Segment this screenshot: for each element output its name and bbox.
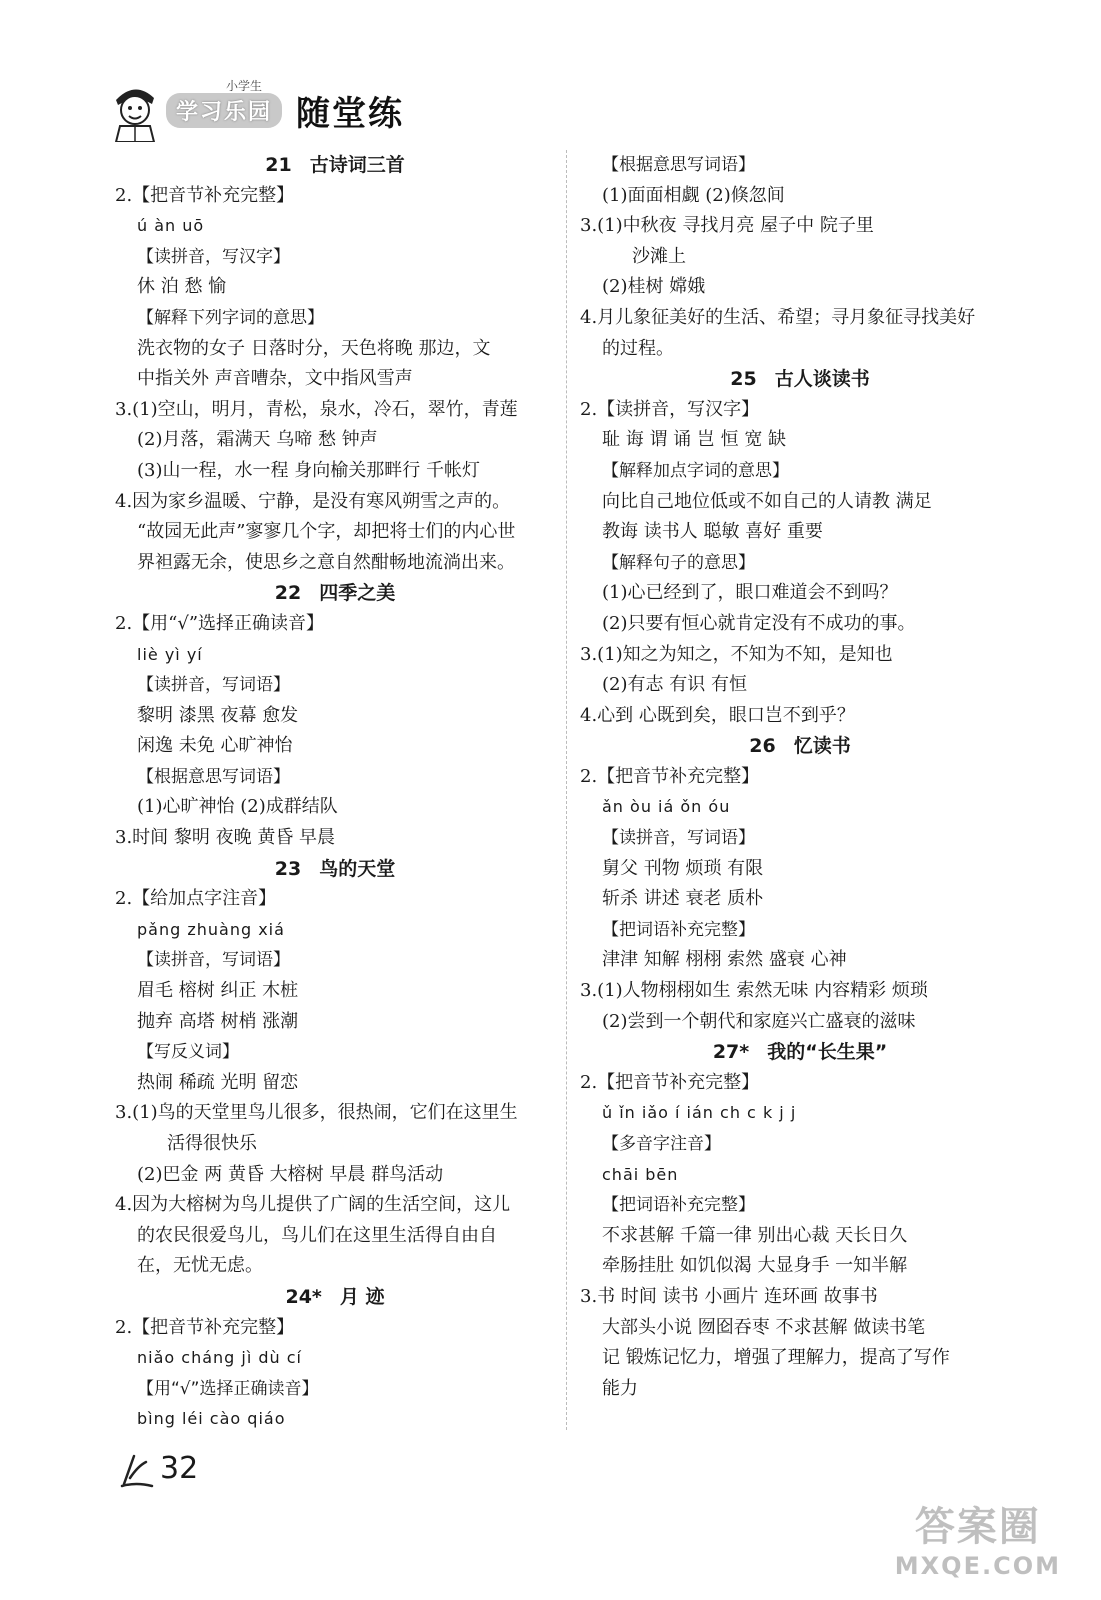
pinyin-answer: bìng léi cào qiáo (137, 1409, 286, 1429)
lesson-title (115, 578, 555, 609)
question-line: 2.【读拼音，写汉字】 (580, 398, 760, 420)
question-line: 2.【用“√”选择正确读音】 (115, 612, 325, 634)
exercise-heading: 【解释下列字词的意思】 (137, 307, 324, 328)
exercise-heading: 【多音字注音】 (602, 1134, 721, 1154)
answer-line: 耻 诲 谓 诵 岂 恒 宽 缺 (602, 429, 787, 451)
question-line: 3.(1)人物栩栩如生 索然无味 内容精彩 烦琐 (580, 980, 928, 1002)
exercise-heading: 【解释句子的意思】 (602, 552, 755, 573)
answer-column-left (115, 150, 555, 1435)
answer-continuation: 活得很快乐 (167, 1133, 257, 1154)
lesson-number: 21 (265, 154, 292, 176)
page-header (108, 78, 404, 142)
exercise-heading: 【根据意思写词语】 (602, 155, 755, 175)
question-line: 3.书 时间 读书 小画片 连环画 故事书 (580, 1285, 878, 1307)
answer-line: 津津 知解 栩栩 索然 盛衰 心神 (602, 949, 847, 971)
answer-line: 热闹 稀疏 光明 留恋 (137, 1071, 299, 1093)
question-line: 4.因为家乡温暖、宁静，是没有寒风朔雪之声的。 (115, 490, 511, 512)
answer-continuation: 的过程。 (602, 337, 674, 359)
pinyin-answer: liè yì yí (137, 644, 203, 664)
answer-line: 闲逸 未免 心旷神怡 (137, 735, 293, 757)
answer-line: (2)尝到一个朝代和家庭兴亡盛衰的滋味 (602, 1010, 916, 1032)
question-line: 2.【给加点字注音】 (115, 888, 277, 910)
lesson-title (115, 1282, 555, 1313)
exercise-heading: 【把词语补充完整】 (602, 1195, 755, 1216)
question-line: 3.(1)中秋夜 寻找月亮 屋子中 院子里 (580, 215, 874, 237)
lesson-title (580, 364, 1020, 395)
answer-line: (2)巴金 两 黄昏 大榕树 早晨 群鸟活动 (137, 1163, 444, 1185)
question-line: 3.(1)鸟的天堂里鸟儿很多，很热闹，它们在这里生 (115, 1102, 518, 1124)
exercise-heading: 【读拼音，写词语】 (602, 828, 755, 849)
lesson-name: 月 迹 (339, 1285, 385, 1308)
answer-line: 抛弃 高塔 树梢 涨潮 (137, 1010, 299, 1032)
lesson-number: 26 (749, 735, 776, 758)
lesson-title (580, 1037, 1020, 1068)
lesson-name: 忆读书 (793, 735, 851, 758)
watermark-url: MXQE.COM (894, 1552, 1061, 1580)
answer-line: (3)山一程，水一程 身向榆关那畔行 千帐灯 (137, 459, 480, 481)
answer-line: 黎明 漆黑 夜幕 愈发 (137, 704, 299, 726)
pinyin-answer: niǎo cháng jì dù cí (137, 1348, 302, 1368)
question-line: 2.【把音节补充完整】 (580, 765, 760, 787)
exercise-heading: 【写反义词】 (137, 1042, 239, 1063)
lesson-name: 我的“长生果” (767, 1041, 888, 1064)
column-divider (566, 150, 567, 1430)
exercise-heading: 【读拼音，写词语】 (137, 950, 290, 971)
question-line: 4.因为大榕树为鸟儿提供了广阔的生活空间，这儿 (115, 1194, 511, 1216)
badge-text: 学习乐园 (166, 93, 282, 128)
pinyin-answer: chāi bēn (602, 1164, 679, 1184)
question-line: 4.心到 心既到矣，眼口岂不到乎？ (580, 704, 855, 726)
answer-column-right (580, 150, 1020, 1404)
page-footer (120, 1448, 198, 1488)
answer-continuation: 大部头小说 囫囵吞枣 不求甚解 做读书笔 (602, 1316, 926, 1338)
answer-line: 洗衣物的女子 日落时分，天色将晚 那边，文 (137, 337, 491, 359)
question-line: 2.【把音节补充完整】 (580, 1071, 760, 1093)
question-line: 2.【把音节补充完整】 (115, 184, 295, 206)
lesson-number: 27* (712, 1041, 750, 1064)
answer-line: (2)有志 有识 有恒 (602, 674, 747, 696)
answer-line: (2)只要有恒心就肯定没有不成功的事。 (602, 612, 916, 634)
answer-continuation: 在，无忧无虑。 (137, 1255, 263, 1277)
lesson-number: 23 (274, 857, 302, 880)
watermark-title: 答案圈 (914, 1504, 1041, 1550)
lesson-number: 24* (285, 1285, 322, 1308)
watermark-logo (895, 1495, 1061, 1580)
question-line: 4.月儿象征美好的生活、希望；寻月象征寻找美好 (580, 306, 976, 328)
exercise-heading: 【把词语补充完整】 (602, 919, 755, 940)
answer-line: 眉毛 榕树 纠正 木桩 (137, 980, 299, 1002)
page-number: 32 (160, 1450, 199, 1486)
answer-line: (1)心旷神怡 (2)成群结队 (137, 796, 338, 818)
answer-line: 不求甚解 千篇一律 别出心裁 天长日久 (602, 1224, 908, 1246)
answer-line: 向比自己地位低或不如自己的人请教 满足 (602, 490, 932, 512)
badge-small-text: 小学生 (226, 78, 263, 93)
page-header-title: 随堂练 (296, 93, 405, 134)
answer-line: 牵肠挂肚 如饥似渴 大显身手 一知半解 (602, 1255, 908, 1277)
cartoon-student-logo-icon (108, 78, 162, 142)
question-line: 2.【把音节补充完整】 (115, 1316, 295, 1338)
lesson-name: 鸟的天堂 (319, 857, 396, 880)
exercise-heading: 【读拼音，写汉字】 (137, 246, 290, 267)
exercise-heading: 【读拼音，写词语】 (137, 675, 290, 696)
lesson-name: 四季之美 (319, 582, 396, 605)
answer-line: 休 泊 愁 愉 (137, 276, 227, 298)
answer-line: (2)桂树 嫦娥 (602, 276, 706, 298)
lesson-number: 22 (274, 582, 302, 605)
answer-continuation: 能力 (602, 1377, 638, 1399)
lesson-name: 古人谈读书 (774, 368, 870, 391)
exercise-heading: 【用“√”选择正确读音】 (137, 1378, 319, 1399)
brand-badge (166, 78, 282, 128)
lesson-name: 古诗词三首 (309, 154, 405, 176)
exercise-heading: 【解释加点字词的意思】 (602, 460, 789, 481)
answer-continuation: 界袒露无余，使思乡之意自然酣畅地流淌出来。 (137, 551, 515, 573)
answer-line: (2)月落，霜满天 乌啼 愁 钟声 (137, 429, 378, 451)
answer-continuation: 的农民很爱鸟儿，鸟儿们在这里生活得自由自 (137, 1224, 497, 1246)
pen-icon (120, 1448, 154, 1488)
answer-line: 斩杀 讲述 衰老 质朴 (602, 888, 764, 910)
lesson-title (580, 731, 1020, 762)
question-line: 3.(1)知之为知之，不知为不知，是知也 (580, 643, 893, 665)
answer-line: (1)心已经到了，眼口难道会不到吗？ (602, 582, 898, 604)
pinyin-answer: ǔ ǐn iǎo í ián ch c k j j (602, 1103, 797, 1123)
answer-continuation: 沙滩上 (632, 245, 686, 267)
lesson-title (115, 854, 555, 885)
pinyin-answer: ú àn uō (137, 216, 205, 236)
question-line: 3.(1)空山，明月，青松，泉水，冷石，翠竹，青莲 (115, 398, 518, 420)
answer-continuation: “故园无此声”寥寥几个字，却把将士们的内心世 (137, 521, 516, 543)
pinyin-answer: ǎn òu iá ǒn óu (602, 797, 731, 817)
answer-line: 教诲 读书人 聪敏 喜好 重要 (602, 521, 823, 543)
answer-continuation: 记 锻炼记忆力，增强了理解力，提高了写作 (602, 1347, 950, 1369)
answer-line: 舅父 刊物 烦琐 有限 (602, 857, 764, 879)
lesson-number: 25 (730, 368, 757, 391)
lesson-title (115, 150, 555, 181)
answer-line: 中指关外 声音嘈杂，文中指风雪声 (137, 368, 413, 390)
exercise-heading: 【根据意思写词语】 (137, 766, 290, 787)
pinyin-answer: pǎng zhuàng xiá (137, 919, 285, 939)
answer-line: (1)面面相觑 (2)倏忽间 (602, 184, 785, 206)
question-line: 3.时间 黎明 夜晚 黄昏 早晨 (115, 827, 336, 849)
